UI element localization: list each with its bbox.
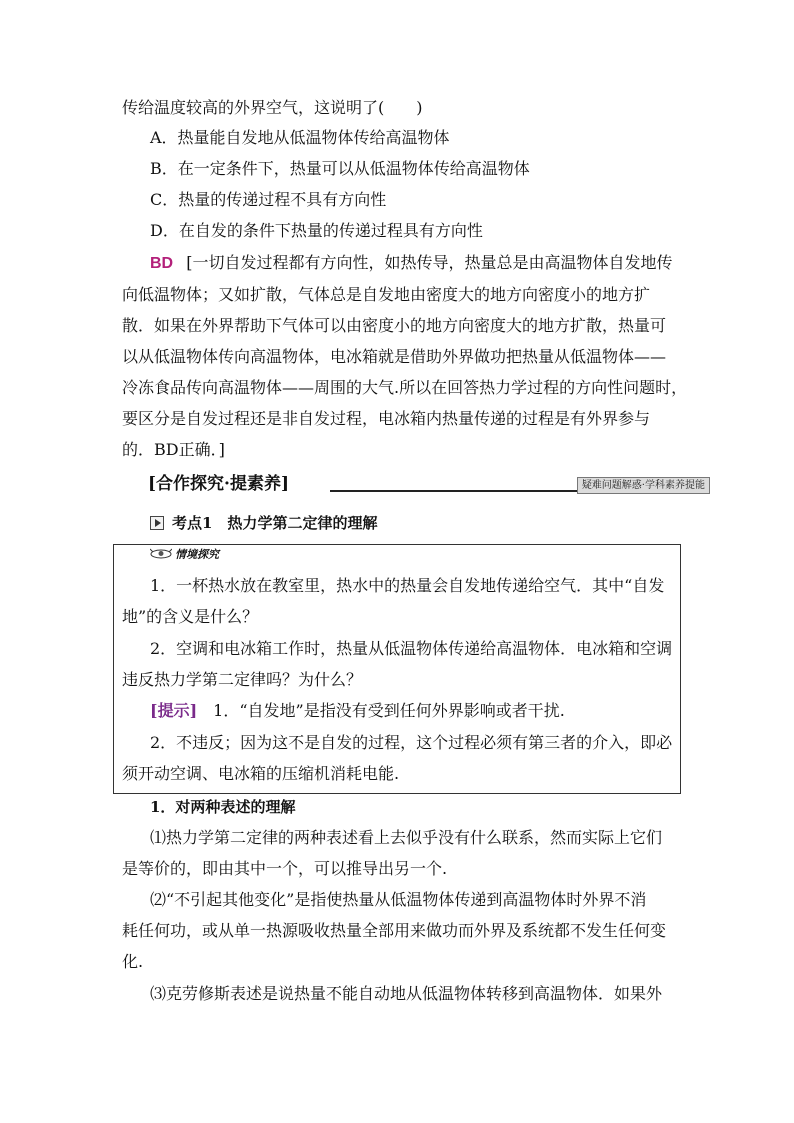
hint-label: [提示] — [150, 701, 198, 720]
scenario-line-2: 地”的含义是什么？ — [122, 607, 259, 626]
answer-line-5: 冷冻食品传向高温物体——周围的大气.所以在回答热力学过程的方向性问题时， — [122, 378, 688, 397]
answer-line-3: 散．如果在外界帮助下气体可以由密度小的地方向密度大的地方扩散，热量可 — [122, 316, 667, 335]
hint-line-1 — [150, 701, 565, 721]
scene-icon — [150, 548, 172, 559]
answer-code: BD — [150, 255, 174, 272]
play-icon — [150, 516, 164, 530]
kaodian-heading — [150, 513, 377, 533]
explain-line-3: ⑵“不引起其他变化”是指使热量从低温物体传递到高温物体时外界不消 — [150, 890, 647, 909]
scenario-line-3: 2．空调和电冰箱工作时，热量从低温物体传递给高温物体．电冰箱和空调 — [150, 639, 673, 658]
hint-text-1: 1．“自发地”是指没有受到任何外界影响或者干扰. — [197, 701, 565, 720]
answer-text-1: [一切自发过程都有方向性，如热传导，热量总是由高温物体自发地传 — [186, 253, 673, 272]
option-c: C．热量的传递过程不具有方向性 — [150, 190, 387, 209]
explain-line-2: 是等价的，即由其中一个，可以推导出另一个. — [122, 859, 448, 878]
explain-line-1: ⑴热力学第二定律的两种表述看上去似乎没有什么联系，然而实际上它们 — [150, 828, 663, 847]
explain-heading: 1．对两种表述的理解 — [150, 798, 296, 816]
answer-line-7: 的．BD正确．] — [122, 440, 225, 459]
option-a: A．热量能自发地从低温物体传给高温物体 — [150, 128, 450, 147]
option-b: B．在一定条件下，热量可以从低温物体传给高温物体 — [150, 159, 530, 178]
scenario-label-text: 情境探究 — [175, 548, 219, 561]
explain-line-4: 耗任何功，或从单一热源吸收热量全部用来做功而外界及系统都不发生任何变 — [122, 921, 667, 940]
explain-line-6: ⑶克劳修斯表述是说热量不能自动地从低温物体转移到高温物体．如果外 — [150, 984, 663, 1003]
scenario-line-4: 违反热力学第二定律吗？为什么？ — [122, 670, 363, 689]
hint-line-3: 须开动空调、电冰箱的压缩机消耗电能. — [122, 764, 400, 783]
kaodian-label: 考点1 热力学第二定律的理解 — [172, 514, 378, 532]
section-header — [148, 473, 710, 497]
answer-line-1 — [150, 253, 672, 274]
answer-line-4: 以从低温物体传向高温物体，电冰箱就是借助外界做功把热量从低温物体—— — [122, 347, 667, 366]
scenario-line-1: 1．一杯热水放在教室里，热水中的热量会自发地传递给空气．其中“自发 — [150, 576, 665, 595]
scenario-label — [150, 548, 219, 562]
answer-line-2: 向低温物体；又如扩散，气体总是自发地由密度大的地方向密度小的地方扩 — [122, 285, 651, 304]
answer-line-6: 要区分是自发过程还是非自发过程，电冰箱内热量传递的过程是有外界参与 — [122, 409, 651, 428]
section-tag: 疑难问题解惑·学科素养提能 — [577, 477, 710, 494]
option-d: D．在自发的条件下热量的传递过程具有方向性 — [150, 221, 483, 240]
explain-line-5: 化. — [122, 952, 144, 971]
section-title: [合作探究·提素养] — [148, 474, 290, 494]
question-stem-end: 传给温度较高的外界空气，这说明了( ) — [122, 98, 423, 117]
hint-line-2: 2．不违反；因为这不是自发的过程，这个过程必须有第三者的介入，即必 — [150, 733, 673, 752]
